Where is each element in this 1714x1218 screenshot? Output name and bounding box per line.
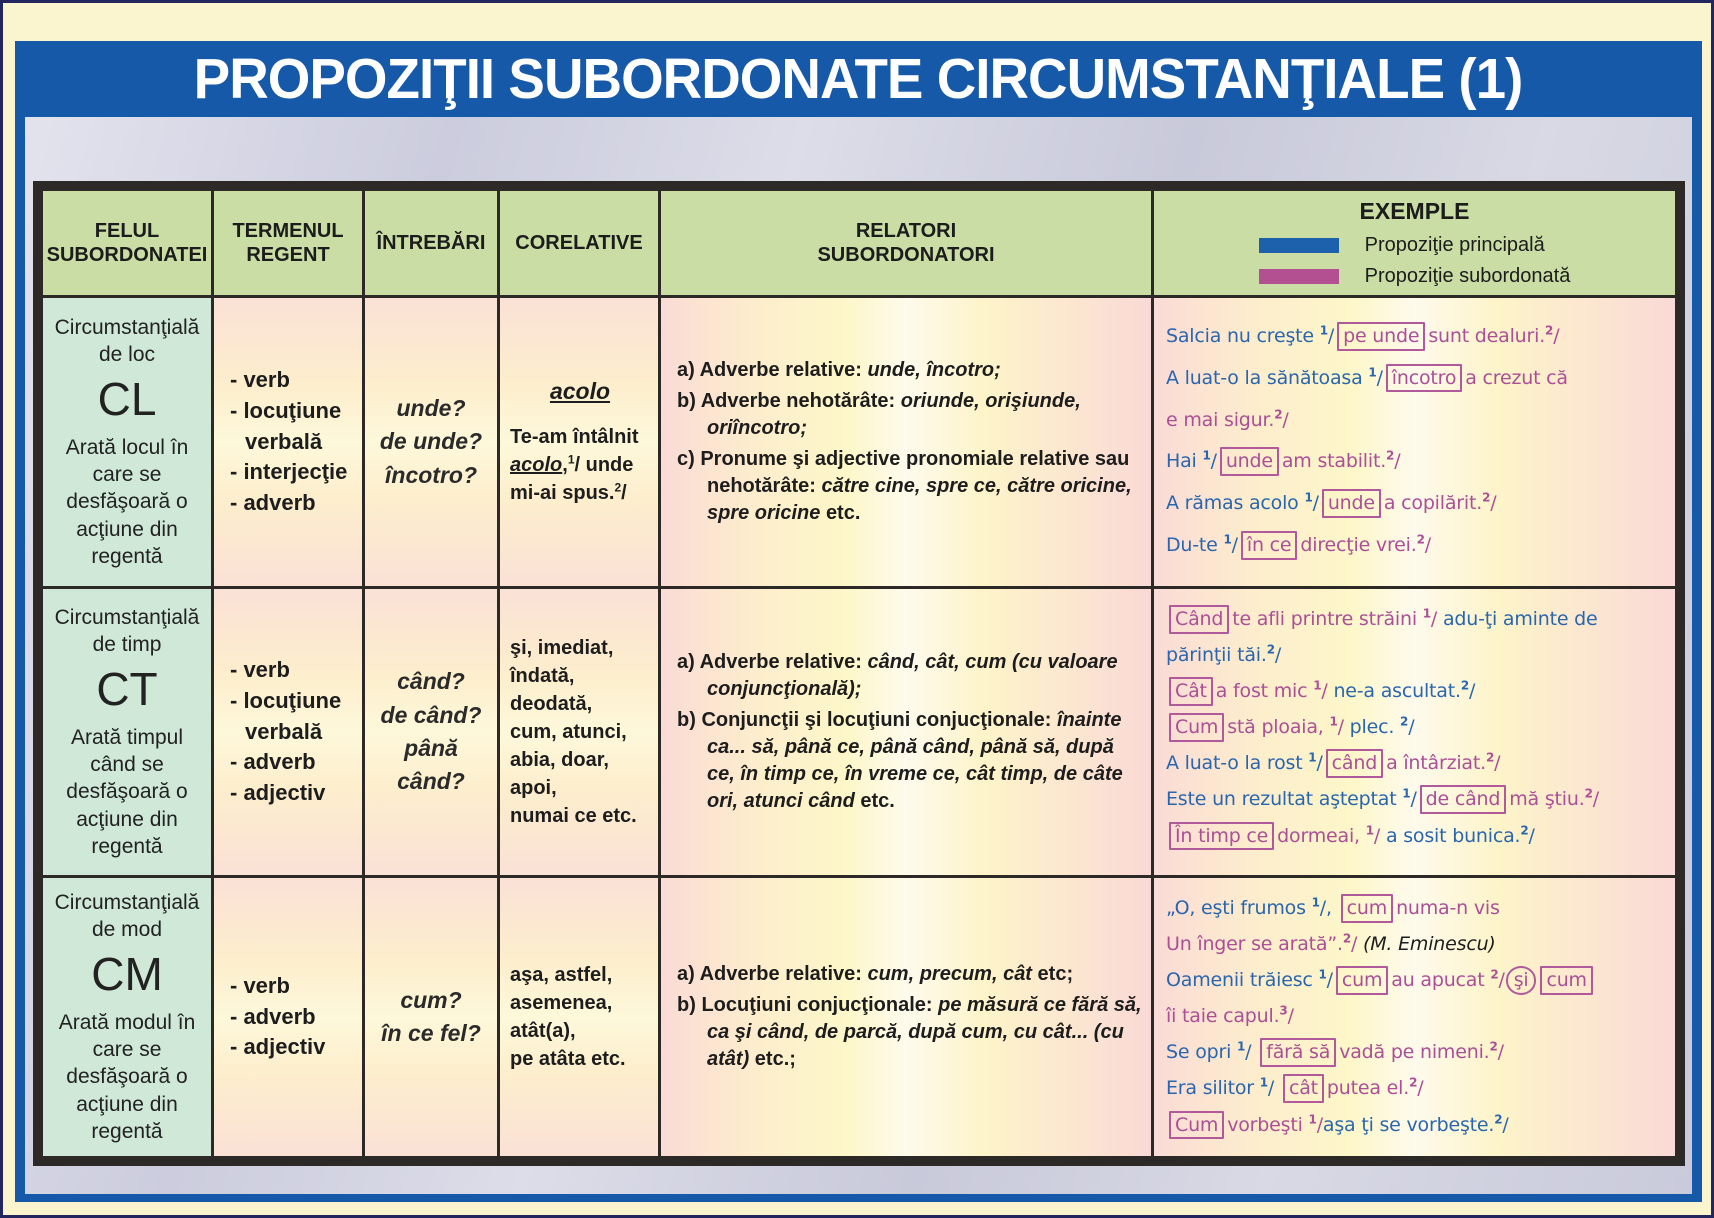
text-segment: Locuţiuni conjucţionale: [701,994,939,1016]
regent-item: - locuţiune verbală [230,397,342,454]
text-segment: cum, precum, cât [867,963,1038,985]
text-segment: / [1592,788,1599,811]
text-segment: numa-n vis [1396,897,1500,919]
clause-number-superscript: 1 [1422,606,1431,621]
clause-type-name: de mod [91,918,163,941]
relator-label: a) [677,651,700,673]
legend-label: Propoziţie principală [1364,234,1545,257]
header-label: SUBORDONATEI [46,244,208,266]
text-segment: / [1312,492,1319,515]
text-segment: am stabilit. [1281,450,1387,473]
clause-type-name: Circumstanţială [54,890,200,914]
text-segment: / [1326,969,1333,992]
header-intrebari [365,191,497,295]
text-segment: îi taie capul. [1166,1005,1280,1028]
clause-number-superscript: 2 [1520,823,1529,838]
text-segment: direcţie vrei. [1300,533,1417,556]
text-segment: / [1410,788,1417,811]
clause-number-superscript: 2 [1400,714,1409,729]
cell-exemple-row2 [1154,878,1675,1156]
text-segment: / [1424,533,1431,556]
text-segment: a crezut că [1465,366,1568,389]
correlative-item: deodată, [510,693,593,715]
boxed-relator: cum [1540,966,1592,995]
text-segment: Era silitor [1166,1077,1260,1100]
clause-number-superscript: 2 [1545,323,1554,338]
clause-type-name: Circumstanţială [54,605,200,629]
text-segment: sunt dealuri. [1428,325,1546,347]
text-segment: te afli printre străini [1232,608,1423,630]
clause-number-superscript: 2 [1342,931,1351,946]
header-relatori-subordonatori [661,191,1151,295]
example-line [1166,781,1669,817]
text-segment: / [621,481,627,504]
example-line [1166,673,1669,709]
clause-number-superscript: 1 [1319,323,1328,338]
text-segment: Conjuncţii şi locuţiuni conjucţionale: [701,709,1057,731]
legend-item [1259,264,1571,288]
boxed-relator: Cât [1169,677,1213,706]
text-segment: dormeai, [1277,824,1366,847]
text-segment: etc. [825,502,861,524]
clause-number-superscript: 2 [1409,1076,1418,1091]
clause-number-superscript: 2 [1482,490,1491,505]
correlative-item: atât(a), [510,1020,576,1042]
relator-label: b) [677,709,702,731]
text-segment: / [1316,1113,1323,1136]
relator-label: a) [677,359,700,381]
legend-item [1259,233,1545,257]
relator-label: b) [677,390,701,412]
text-segment: / [1497,1041,1504,1064]
text-segment: / [1321,680,1334,703]
boxed-relator: În timp ce [1169,822,1274,851]
text-segment: (M. Eminescu) [1363,933,1496,956]
clause-type-description: Arată timpul când se desfăşoară o acţiune din regentă [66,725,188,858]
boxed-relator: încotro [1386,364,1462,393]
poster-title-band [15,41,1702,117]
clause-type-abbr: CT [96,663,158,716]
text-segment: Este un rezultat aşteptat [1166,788,1403,811]
text-segment: putea el. [1326,1077,1410,1100]
cell-felul-row1 [43,589,211,875]
question: până când? [397,735,465,795]
blue-panel [15,41,1702,1202]
inner-panel [25,117,1692,1194]
clause-type-name: de timp [92,633,162,656]
text-segment: acolo [510,453,563,476]
text-segment: când, cât, cum (cu valoare conjuncţională); [707,651,1118,700]
correlative-item: şi, imediat, [510,637,614,659]
cell-regent-row1 [214,589,362,875]
text-segment: / [1274,644,1282,667]
text-segment: / [1468,680,1476,703]
question: încotro? [385,461,477,488]
question: cum? [400,986,462,1013]
clause-number-superscript: 2 [1386,449,1395,464]
correlative-item: pe atâta etc. [510,1048,626,1070]
text-segment: / [1494,752,1501,775]
example-line [1166,525,1669,567]
text-segment: către cine, spre ce, către oricine, spre oricine [707,475,1132,524]
text-segment: a sosit bunica. [1385,824,1521,847]
regent-item: - adjectiv [230,780,326,806]
text-segment: / [1316,752,1323,775]
question: de unde? [379,428,483,455]
text-segment: vorbeşti [1227,1113,1309,1136]
cell-regent-row2 [214,878,362,1156]
relator-item [677,446,1143,527]
correlative-item: asemenea, [510,992,613,1014]
text-segment: Adverbe relative: [699,963,868,985]
relator-item [677,388,1143,442]
clause-number-superscript: 1 [1308,751,1317,766]
clause-number-superscript: 1 [1259,1076,1268,1091]
header-label: TERMENUL [232,220,344,242]
circled-relator: şi [1506,966,1537,995]
clause-type-description: Arată locul în care se desfăşoară o acţiune din regentă [65,435,189,568]
header-label: REGENT [246,244,330,266]
regent-item: - locuţiune verbală [230,687,342,744]
cell-intrebari-row2 [365,878,497,1156]
regent-item: - adverb [230,1003,316,1029]
text-segment: A luat-o la rost [1166,752,1309,775]
correlative-item: apoi, [510,777,557,799]
boxed-relator: cât [1283,1074,1324,1103]
text-segment: / [1337,716,1350,739]
relator-label: a) [677,963,700,985]
boxed-relator: în ce [1241,531,1298,560]
clause-number-superscript: 1 [567,451,575,466]
clause-number-superscript: 1 [1304,490,1313,505]
clause-number-superscript: 1 [1237,1040,1246,1055]
text-segment: Un înger se arată”. [1166,933,1343,956]
text-segment: / [1245,1041,1258,1064]
text-segment: a copilărit. [1383,492,1483,515]
header-label: EXEMPLE [1359,197,1470,224]
relator-item [677,649,1143,703]
clause-number-superscript: 2 [1584,787,1593,802]
text-segment: plec. [1349,716,1401,739]
text-segment: au apucat [1391,969,1491,992]
text-segment: Se opri [1166,1041,1238,1064]
example-line [1166,926,1669,962]
text-segment: „O, eşti frumos [1166,897,1312,919]
text-segment: / [1210,450,1217,473]
header-corelative [500,191,658,295]
cell-relatori-row2 [661,878,1151,1156]
text-segment: Salcia nu creşte [1166,325,1320,347]
correlative-item: abia, doar, [510,749,609,771]
text-segment: vadă pe nimeni. [1339,1041,1490,1064]
text-segment: unde, încotro; [867,359,1001,381]
text-segment: a întârziat. [1386,752,1486,775]
clause-type-description: Arată modul în care se desfăşoară o acţiune din regentă [58,1010,196,1143]
boxed-relator: când [1326,749,1383,778]
legend-label: Propoziţie subordonată [1364,265,1571,288]
relator-label: c) [677,448,701,470]
cell-relatori-row0 [661,298,1151,586]
text-segment: / [1282,408,1289,431]
text-segment: A luat-o la sănătoasa [1166,366,1369,389]
regent-item: - adverb [230,490,316,516]
text-segment: / [1373,824,1386,847]
clause-number-superscript: 1 [1223,532,1232,547]
example-line [1166,890,1669,926]
example-line [1166,358,1669,400]
text-segment: / [1287,1005,1294,1028]
example-line [1166,962,1669,998]
header-label: CORELATIVE [515,232,643,254]
text-segment: pe măsură ce fără să, ca şi când, de parcă, după cum, cu cât... (cu atât) [707,994,1142,1070]
correlative-item: numai ce etc. [510,805,637,827]
poster-title: PROPOZIŢII SUBORDONATE CIRCUMSTANŢIALE (1) [194,47,1523,111]
text-segment: înainte ca... să, până ce, până când, până să, după ce, în timp ce, în vreme ce, cât timp, de câte ori, atunci când [707,709,1123,812]
cell-exemple-row0 [1154,298,1675,586]
text-segment: / [1394,450,1401,473]
text-segment: etc.; [754,1048,796,1070]
boxed-relator: pe unde [1337,322,1425,351]
grammar-table [33,181,1685,1166]
clause-number-superscript: 1 [1311,895,1320,910]
clause-number-superscript: 1 [1318,967,1327,982]
text-segment: mă ştiu. [1509,788,1585,811]
boxed-relator: cum [1341,894,1393,923]
correlative-item: îndată, [510,665,575,687]
example-line [1166,316,1669,358]
example-line [1166,1034,1669,1070]
question: de când? [380,701,482,728]
example-line [1166,637,1669,673]
example-line [1166,709,1669,745]
boxed-relator: Cum [1169,1111,1224,1140]
example-line [1166,1107,1669,1143]
regent-item: - verb [230,657,290,682]
text-segment: Adverbe relative: [699,651,868,673]
header-label: FELUL [94,220,160,242]
text-segment: Te-am întâlnit [510,425,639,448]
example-line [1166,483,1669,525]
clause-type-name: Circumstanţială [54,315,200,339]
boxed-relator: unde [1322,489,1381,518]
text-segment: a fost mic [1215,680,1314,703]
text-segment: Adverbe relative: [699,359,868,381]
clause-number-superscript: 1 [1329,714,1338,729]
text-segment: / [1490,492,1497,515]
cell-corelative-row2 [500,878,658,1156]
text-segment: Oamenii trăiesc [1166,969,1319,992]
principal-clause-color-bar [1259,238,1339,253]
clause-number-superscript: 1 [1368,365,1377,380]
subordinate-clause-color-bar [1259,269,1339,284]
regent-item: - adverb [230,749,316,775]
boxed-relator: unde [1220,447,1279,476]
text-segment: / unde mi-ai spus. [510,453,634,504]
clause-type-abbr: CL [97,373,157,426]
clause-number-superscript: 2 [1490,967,1499,982]
text-segment: ne-a ascultat. [1333,680,1461,703]
header-termenul-regent [214,191,362,295]
text-segment: etc. [860,790,895,812]
text-segment: Adverbe nehotărâte: [700,390,901,412]
clause-number-superscript: 2 [1489,1040,1498,1055]
regent-item: - adjectiv [230,1034,326,1060]
correlative-lead: acolo [549,377,611,404]
clause-number-superscript: 2 [614,479,622,494]
regent-item: - interjecţie [230,459,348,485]
text-segment: Hai [1166,450,1203,473]
clause-number-superscript: 2 [1266,642,1275,657]
header-felul-subordonatei [43,191,211,295]
clause-number-superscript: 1 [1202,449,1211,464]
example-line [1166,400,1669,442]
clause-number-superscript: 2 [1485,751,1495,766]
example-line [1166,1070,1669,1106]
clause-type-name: de loc [98,343,156,366]
cell-intrebari-row0 [365,298,497,586]
relator-item [677,707,1143,815]
text-segment: / [1553,325,1560,347]
example-line [1166,441,1669,483]
relator-item [677,961,1143,988]
text-segment: / [1231,533,1238,556]
clause-number-superscript: 3 [1279,1003,1288,1018]
text-segment: , [562,453,568,476]
text-segment: părinţii tăi. [1166,644,1267,667]
text-segment: adu-ţi aminte de [1442,608,1598,630]
text-segment: stă ploaia, [1227,716,1330,739]
text-segment: / [1430,608,1443,630]
header-exemple [1154,191,1675,295]
clause-number-superscript: 2 [1460,678,1469,693]
text-segment: / [1528,824,1535,847]
text-segment: A rămas acolo [1166,492,1305,515]
text-segment: / [1267,1077,1280,1100]
regent-item: - verb [230,367,290,392]
question: unde? [396,394,466,421]
text-segment: e mai sigur. [1166,408,1275,431]
header-label: SUBORDONATORI [817,244,995,266]
relator-label: b) [677,994,702,1016]
header-label: ÎNTREBĂRI [376,232,486,254]
text-segment: Du-te [1166,533,1224,556]
clause-type-abbr: CM [91,948,163,1001]
question: în ce fel? [381,1020,481,1046]
header-label: RELATORI [855,220,957,242]
text-segment: / [1350,933,1364,956]
cell-felul-row0 [43,298,211,586]
boxed-relator: Când [1169,605,1229,634]
boxed-relator: cum [1336,966,1388,995]
regent-item: - verb [230,972,290,998]
text-segment: / [1502,1113,1509,1136]
boxed-relator: fără să [1260,1038,1336,1067]
cell-corelative-row1 [500,589,658,875]
text-segment: /, [1319,897,1338,919]
relator-item [677,357,1143,384]
text-segment: Pronume şi adjective pronomiale relative sau nehotărâte: [700,448,1130,497]
clause-number-superscript: 2 [1274,407,1283,422]
boxed-relator: Cum [1169,713,1224,742]
text-segment: / [1327,325,1335,347]
example-line [1166,745,1669,781]
text-segment: / [1376,366,1383,389]
correlative-example [510,423,650,507]
text-segment: oriunde, orişiunde, oriîncotro; [707,390,1081,439]
cell-exemple-row1 [1154,589,1675,875]
clause-number-superscript: 1 [1365,823,1374,838]
example-line [1166,998,1669,1034]
correlative-item: aşa, astfel, [510,964,613,986]
cell-corelative-row0 [500,298,658,586]
text-segment: aşa ţi se vorbeşte. [1322,1113,1495,1136]
boxed-relator: de când [1420,785,1507,814]
cell-regent-row0 [214,298,362,586]
cell-relatori-row1 [661,589,1151,875]
text-segment: / [1408,716,1415,739]
clause-number-superscript: 1 [1402,787,1411,802]
clause-number-superscript: 2 [1494,1112,1503,1127]
cell-intrebari-row1 [365,589,497,875]
cell-felul-row2 [43,878,211,1156]
legend [1259,233,1571,288]
relator-item [677,992,1143,1073]
correlative-item: cum, atunci, [510,721,627,743]
clause-number-superscript: 1 [1308,1112,1317,1127]
clause-number-superscript: 1 [1313,678,1322,693]
example-line [1166,601,1669,637]
example-line [1166,818,1669,854]
text-segment: etc; [1037,963,1074,985]
question: când? [397,668,465,695]
text-segment: / [1498,969,1505,992]
clause-number-superscript: 2 [1416,532,1425,547]
text-segment: / [1417,1077,1424,1100]
